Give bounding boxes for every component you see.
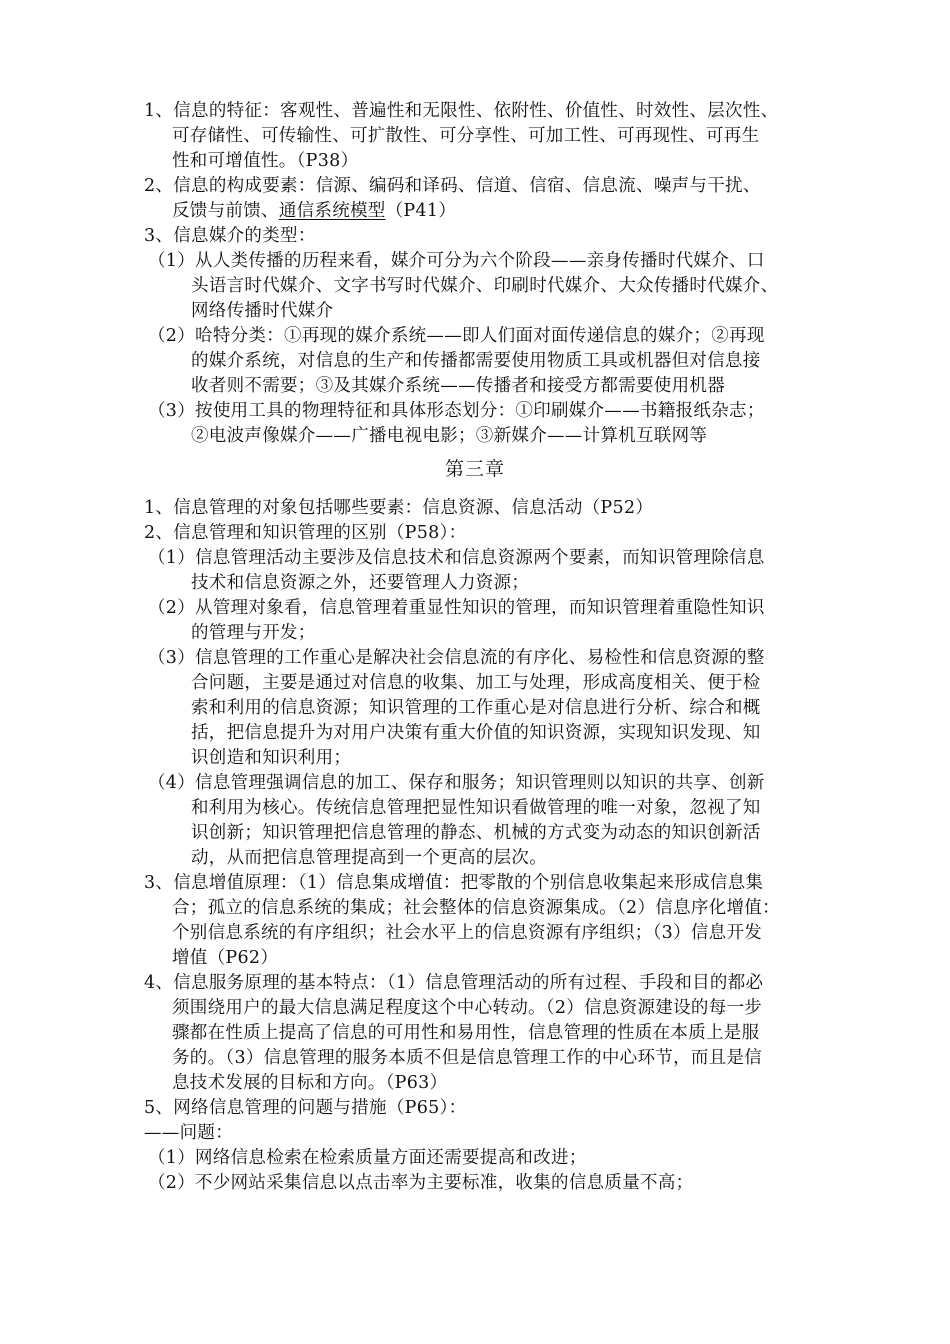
ch3-item-2-sub-3-line-3: 索和利用的信息资源；知识管理的工作重心是对信息进行分析、综合和概 bbox=[191, 698, 761, 718]
item-1-line-2: 可存储性、可传输性、可扩散性、可分享性、可加工性、可再现性、可再生 bbox=[172, 126, 760, 146]
ch3-item-3-line-3: 个别信息系统的有序组织；社会水平上的信息资源有序组织；（3）信息开发 bbox=[172, 923, 763, 943]
item-1-line-3: 性和可增值性。（P38） bbox=[172, 151, 359, 171]
ch3-item-2-sub-3-line-2: 合问题，主要是通过对信息的收集、加工与处理，形成高度相关、便于检 bbox=[191, 673, 761, 693]
ch3-item-3-line-2: 合；孤立的信息系统的集成；社会整体的信息资源集成。（2）信息序化增值： bbox=[172, 898, 780, 918]
ch3-item-4-line-2: 须围绕用户的最大信息满足程度这个中心转动。（2）信息资源建设的每一步 bbox=[172, 998, 763, 1018]
item-3-sub-2-line-3: 收者则不需要；③及其媒介系统——传播者和接受方都需要使用机器 bbox=[191, 376, 725, 396]
ch3-item-4-line-4: 务的。（3）信息管理的服务本质不但是信息管理工作的中心环节，而且是信 bbox=[172, 1048, 763, 1068]
ch3-item-4-line-3: 骤都在性质上提高了信息的可用性和易用性，信息管理的性质在本质上是服 bbox=[172, 1023, 760, 1043]
item-2-text: 反馈与前馈、 bbox=[172, 201, 279, 221]
ch3-item-2-sub-1-line-2: 技术和信息资源之外，还要管理人力资源； bbox=[191, 573, 530, 593]
ch3-item-2-sub-4-line-1: （4）信息管理强调信息的加工、保存和服务；知识管理则以知识的共享、创新 bbox=[148, 773, 765, 793]
ch3-item-2-sub-3-line-1: （3）信息管理的工作重心是解决社会信息流的有序化、易检性和信息资源的整 bbox=[148, 648, 765, 668]
ch3-item-3-line-1: 3、信息增值原理：（1）信息集成增值：把零散的个别信息收集起来形成信息集 bbox=[144, 873, 764, 893]
item-3-sub-2-line-2: 的媒介系统，对信息的生产和传播都需要使用物质工具或机器但对信息接 bbox=[191, 351, 761, 371]
ch3-item-2-sub-2-line-2: 的管理与开发； bbox=[191, 623, 316, 643]
item-3-sub-2-line-1: （2）哈特分类：①再现的媒介系统——即人们面对面传递信息的媒介；②再现 bbox=[148, 326, 765, 346]
item-3-sub-1-line-1: （1）从人类传播的历程来看，媒介可分为六个阶段——亲身传播时代媒介、口 bbox=[148, 251, 765, 271]
ch3-item-2-sub-4-line-2: 和利用为核心。传统信息管理把显性知识看做管理的唯一对象，忽视了知 bbox=[191, 798, 761, 818]
ch3-item-5-sub-1: （1）网络信息检索在检索质量方面还需要提高和改进； bbox=[148, 1148, 587, 1168]
ch3-item-2-sub-4-line-4: 动，从而把信息管理提高到一个更高的层次。 bbox=[191, 848, 547, 868]
item-3-sub-3-line-2: ②电波声像媒介——广播电视电影；③新媒介——计算机互联网等 bbox=[191, 426, 708, 446]
item-3-heading: 3、信息媒介的类型： bbox=[144, 226, 316, 246]
communication-model-link[interactable]: 通信系统模型 bbox=[278, 201, 386, 221]
ch3-item-5-subheading: ——问题： bbox=[144, 1123, 233, 1143]
ch3-item-1: 1、信息管理的对象包括哪些要素：信息资源、信息活动（P52） bbox=[144, 498, 654, 518]
item-3-sub-3-line-1: （3）按使用工具的物理特征和具体形态划分：①印刷媒介——书籍报纸杂志； bbox=[148, 401, 765, 421]
ch3-item-5-heading: 5、网络信息管理的问题与措施（P65）： bbox=[144, 1098, 467, 1118]
item-3-sub-1-line-2: 头语言时代媒介、文字书写时代媒介、印刷时代媒介、大众传播时代媒介、 bbox=[191, 276, 779, 296]
ch3-item-2-sub-1-line-1: （1）信息管理活动主要涉及信息技术和信息资源两个要素，而知识管理除信息 bbox=[148, 548, 765, 568]
ch3-item-2-heading: 2、信息管理和知识管理的区别（P58）： bbox=[144, 523, 467, 543]
ch3-item-2-sub-3-line-4: 括，把信息提升为对用户决策有重大价值的知识资源，实现知识发现、知 bbox=[191, 723, 761, 743]
ch3-item-4-line-1: 4、信息服务原理的基本特点：（1）信息管理活动的所有过程、手段和目的都必 bbox=[144, 973, 764, 993]
ch3-item-4-line-5: 息技术发展的目标和方向。（P63） bbox=[172, 1073, 448, 1093]
ch3-item-2-sub-3-line-5: 识创造和知识利用； bbox=[191, 748, 352, 768]
ch3-item-3-line-4: 增值（P62） bbox=[172, 948, 279, 968]
ch3-item-5-sub-2: （2）不少网站采集信息以点击率为主要标准，收集的信息质量不高； bbox=[148, 1173, 694, 1193]
item-3-sub-1-line-3: 网络传播时代媒介 bbox=[191, 301, 334, 321]
ch3-item-2-sub-4-line-3: 识创新；知识管理把信息管理的静态、机械的方式变为动态的知识创新活 bbox=[191, 823, 761, 843]
item-2-page-ref: （P41） bbox=[385, 201, 457, 221]
item-2-line-2 bbox=[172, 199, 456, 223]
item-1-line-1: 1、信息的特征：客观性、普遍性和无限性、依附性、价值性、时效性、层次性、 bbox=[144, 101, 779, 121]
item-2-line-1: 2、信息的构成要素：信源、编码和译码、信道、信宿、信息流、噪声与干扰、 bbox=[144, 176, 761, 196]
ch3-item-2-sub-2-line-1: （2）从管理对象看，信息管理着重显性知识的管理，而知识管理着重隐性知识 bbox=[148, 598, 765, 618]
chapter-title: 第三章 bbox=[444, 458, 505, 480]
